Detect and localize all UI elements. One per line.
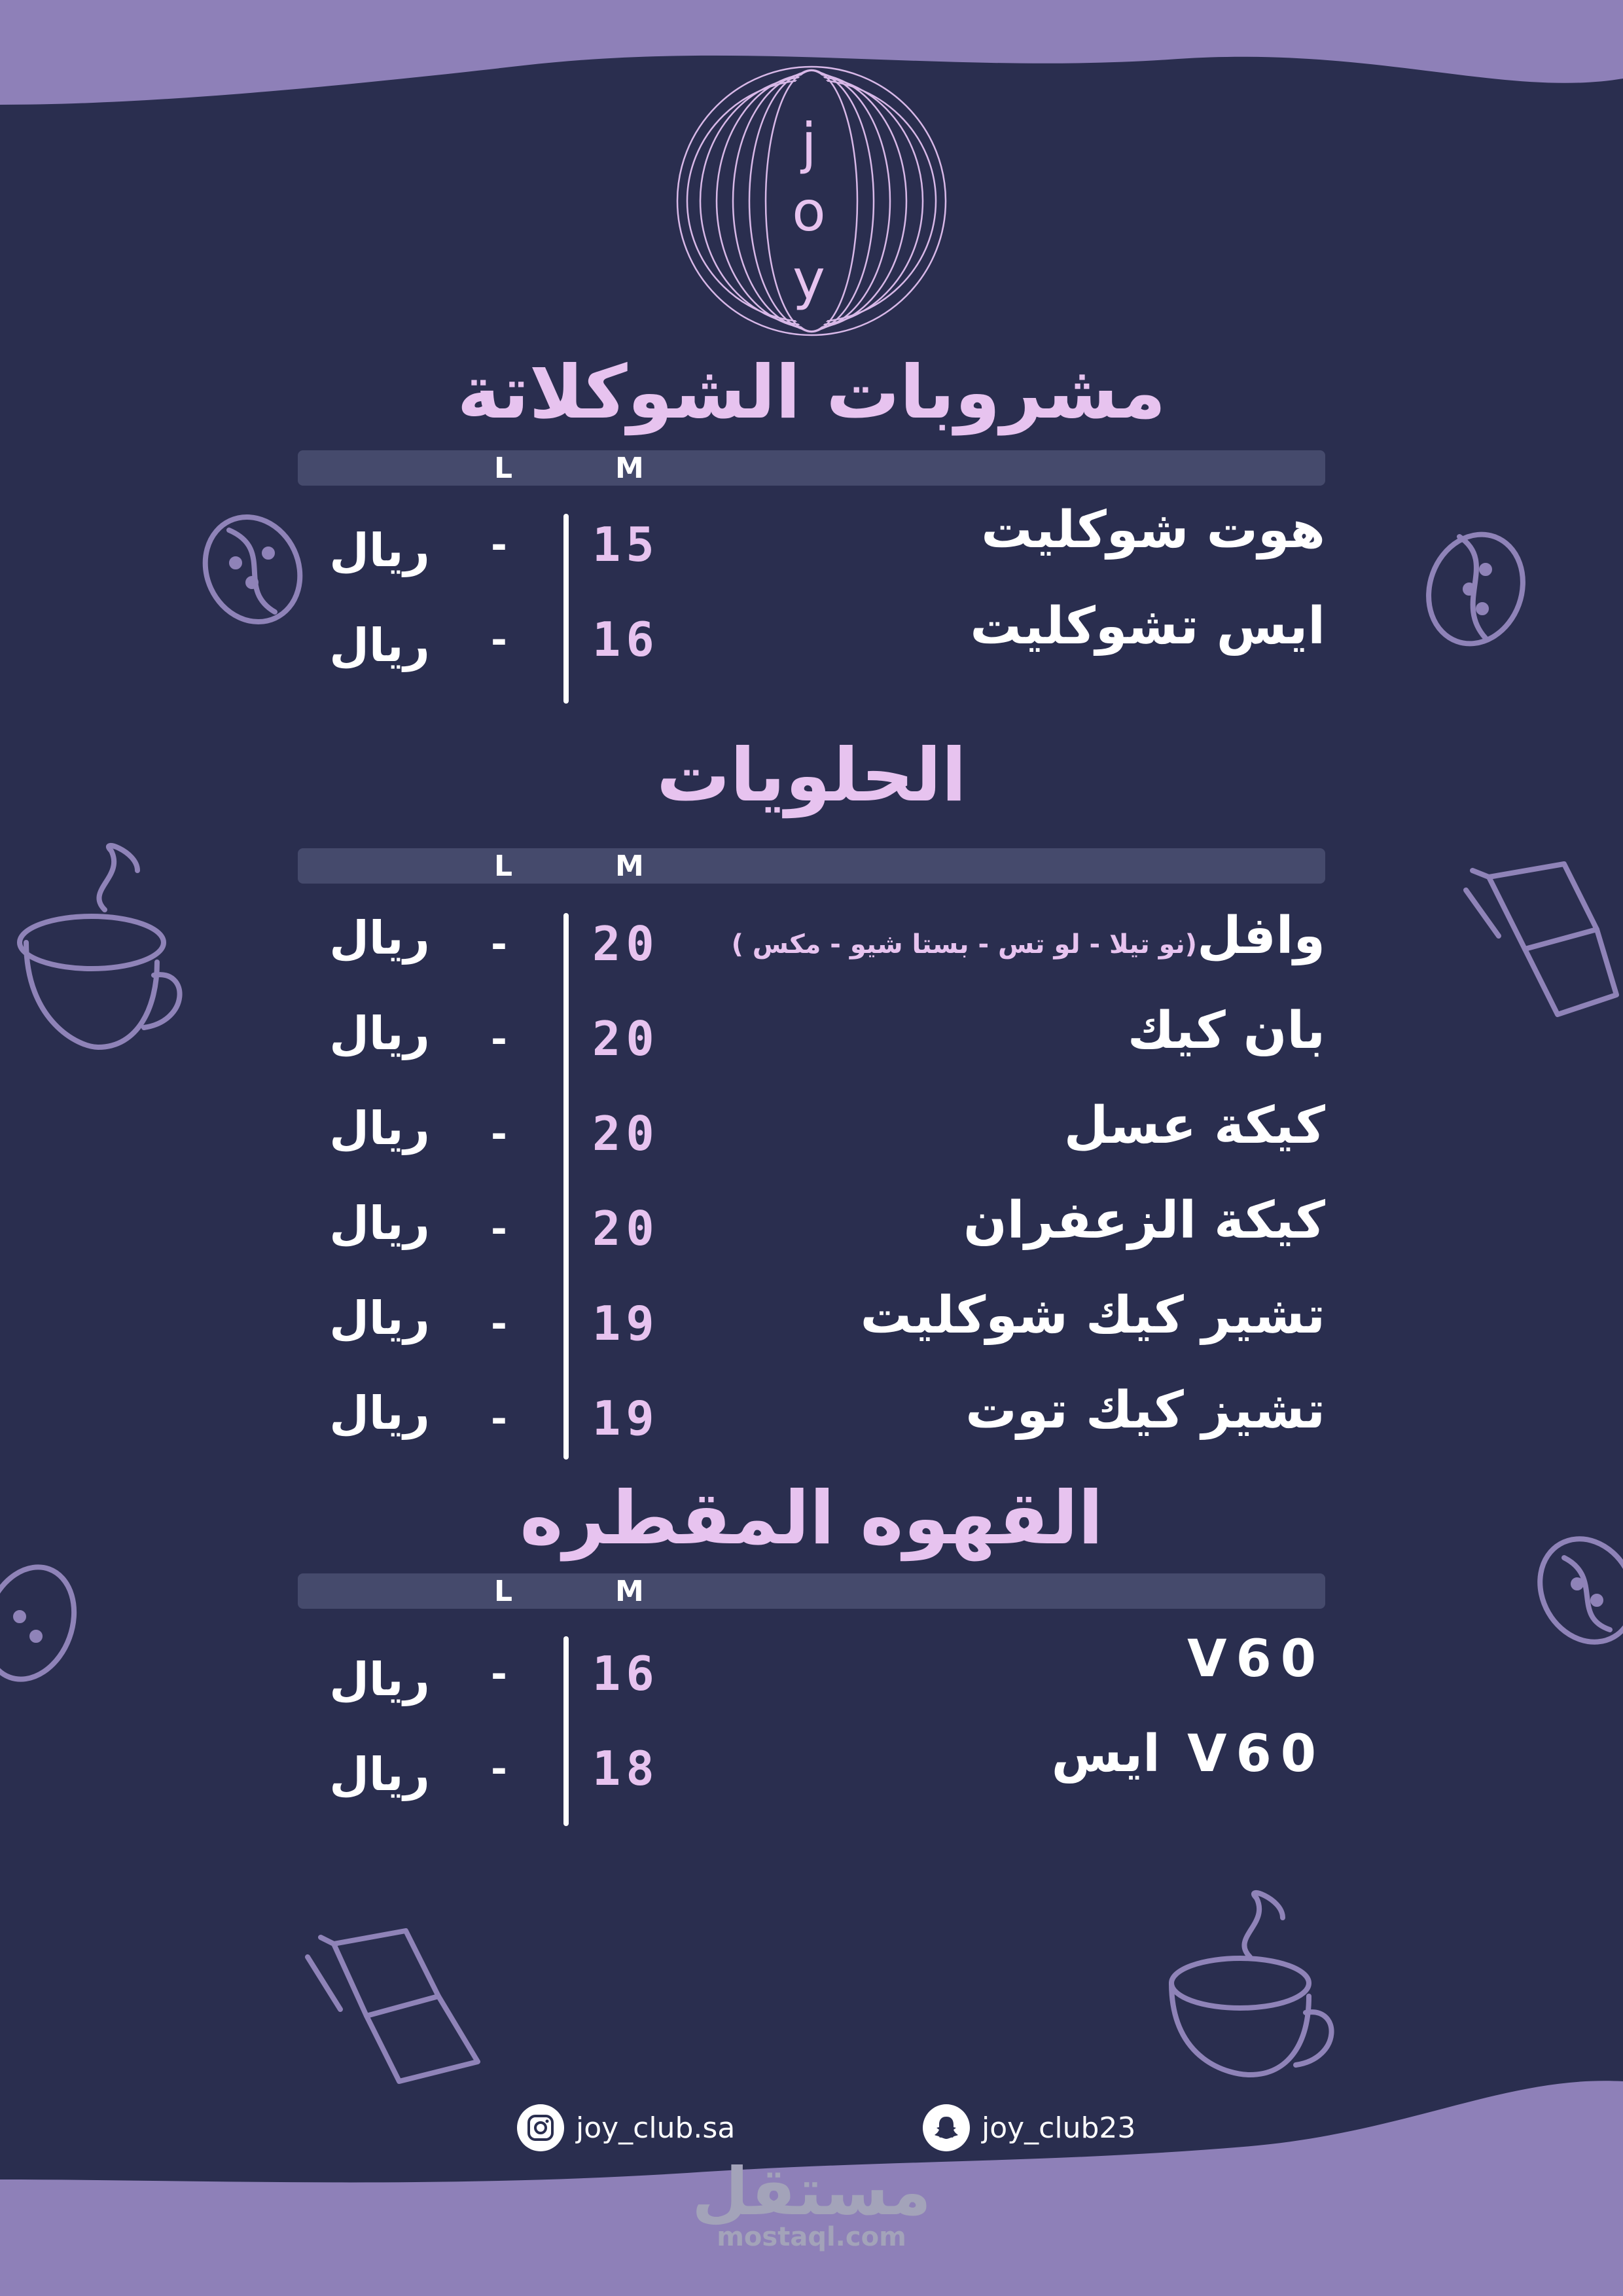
coffee-bean-icon-left xyxy=(188,501,317,637)
coffee-cup-icon-right xyxy=(1171,1893,1332,2075)
item-name xyxy=(671,906,1325,965)
price-medium: 19 xyxy=(592,1296,660,1351)
item-name: ايس تشوكليت xyxy=(970,597,1325,656)
coffee-cup-icon-left xyxy=(20,846,180,1047)
coffee-bean-icon-right xyxy=(1414,521,1538,657)
currency-label: ريال xyxy=(329,524,430,577)
column-divider xyxy=(563,913,569,1460)
snapchat-icon xyxy=(923,2104,970,2151)
instagram-handle xyxy=(517,2104,735,2151)
currency-label: ريال xyxy=(329,1102,430,1155)
currency-label: ريال xyxy=(329,1653,430,1706)
snapchat-handle xyxy=(923,2104,1135,2151)
currency-label: ريال xyxy=(329,1291,430,1345)
price-large-empty: - xyxy=(491,617,507,663)
item-name: كيكة عسل xyxy=(1063,1096,1325,1155)
price-medium: 20 xyxy=(592,1201,660,1256)
price-large-empty: - xyxy=(491,1111,507,1157)
price-medium: 20 xyxy=(592,916,660,971)
section-title-chocolate-drinks: مشروبات الشوكلاتة xyxy=(457,350,1166,435)
price-large-empty: - xyxy=(491,1651,507,1697)
moka-pot-icon-left xyxy=(308,1931,478,2081)
price-medium: 16 xyxy=(592,612,660,667)
size-label-large: L xyxy=(494,1575,513,1608)
item-name: تشير كيك شوكليت xyxy=(860,1286,1325,1345)
size-label-large: L xyxy=(494,452,513,485)
watermark-logo: مستقل xyxy=(692,2153,931,2230)
size-header-bar xyxy=(298,848,1325,884)
watermark-url: mostaql.com xyxy=(717,2222,906,2252)
column-divider xyxy=(563,1636,569,1826)
size-header-bar xyxy=(298,1573,1325,1609)
currency-label: ريال xyxy=(329,1196,430,1250)
price-medium: 18 xyxy=(592,1741,660,1796)
price-large-empty: - xyxy=(491,1301,507,1347)
price-large-empty: - xyxy=(491,1016,507,1062)
column-divider xyxy=(563,514,569,704)
price-medium: 16 xyxy=(592,1646,660,1701)
item-name: تشيز كيك توت xyxy=(965,1381,1325,1440)
price-medium: 19 xyxy=(592,1391,660,1446)
currency-label: ريال xyxy=(329,1007,430,1060)
item-name: V60 ايس xyxy=(1051,1725,1325,1784)
item-name-text: وافل xyxy=(1197,906,1325,965)
instagram-handle-text: joy_club.sa xyxy=(576,2111,736,2145)
logo-text: joy xyxy=(777,111,841,315)
section-title-desserts: الحلويات xyxy=(656,733,967,818)
item-name: هوت شوكليت xyxy=(981,501,1325,560)
size-label-medium: M xyxy=(615,850,644,883)
coffee-bean-icon-left-lower xyxy=(0,1554,89,1692)
item-name: بان كيك xyxy=(1127,1001,1325,1060)
price-large-empty: - xyxy=(491,1746,507,1792)
size-label-medium: M xyxy=(615,452,644,485)
currency-label: ريال xyxy=(329,619,430,672)
price-medium: 20 xyxy=(592,1011,660,1066)
price-large-empty: - xyxy=(491,522,507,568)
item-name: كيكة الزعفران xyxy=(963,1191,1325,1250)
size-header-bar xyxy=(298,450,1325,486)
price-large-empty: - xyxy=(491,1396,507,1442)
price-medium: 20 xyxy=(592,1106,660,1161)
snapchat-handle-text: joy_club23 xyxy=(982,2111,1136,2145)
item-flavors-note: (نو تيلا - لو تس - بستا شيو - مكس ) xyxy=(731,929,1198,960)
currency-label: ريال xyxy=(329,911,430,965)
currency-label: ريال xyxy=(329,1386,430,1440)
logo xyxy=(779,111,844,315)
size-label-medium: M xyxy=(615,1575,644,1608)
item-name: V60 xyxy=(1187,1630,1325,1689)
size-label-large: L xyxy=(494,850,513,883)
instagram-icon xyxy=(517,2104,564,2151)
section-title-drip-coffee: القهوه المقطره xyxy=(520,1476,1103,1561)
currency-label: ريال xyxy=(329,1748,430,1801)
price-large-empty: - xyxy=(491,922,507,967)
price-large-empty: - xyxy=(491,1206,507,1252)
price-medium: 15 xyxy=(592,517,660,572)
moka-pot-icon-right xyxy=(1466,864,1616,1014)
